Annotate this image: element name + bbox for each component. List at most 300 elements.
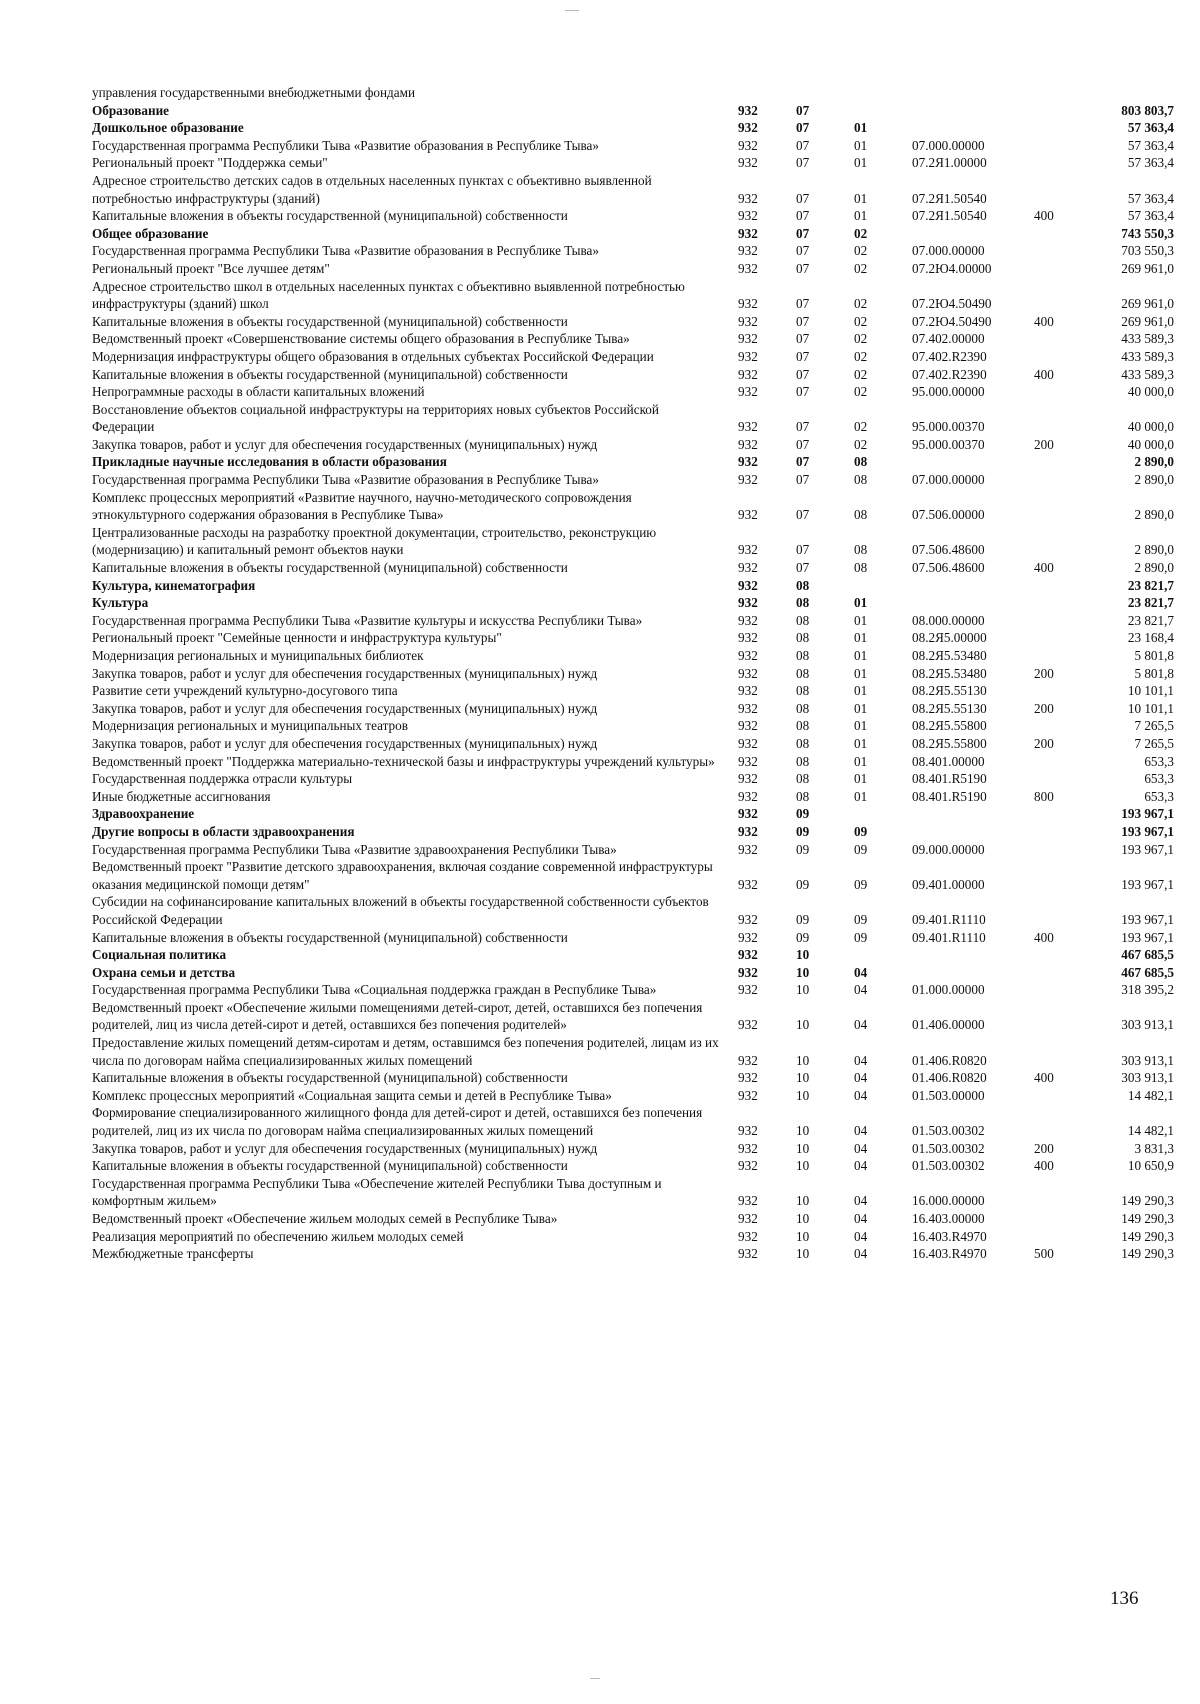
row-name: управления государственными внебюджетными фондами [92,85,416,100]
row-target-code: 08.2Я5.53480 [912,665,987,681]
table-row [92,999,1174,1034]
table-row [92,788,1174,806]
row-amount: 23 821,7 [1127,577,1174,593]
row-target-code: 07.506.00000 [912,507,985,523]
row-subsection-code: 02 [854,384,868,400]
row-name: Модернизация инфраструктуры общего образования в отдельных субъектах Российской Федерации [92,348,654,364]
table-row [92,471,1174,489]
row-target-code [912,119,1034,137]
row-section-code: 08 [796,683,810,699]
row-section-code: 10 [796,1052,810,1068]
row-name: Ведомственный проект «Обеспечение жильем молодых семей в Республике Тыва» [92,1211,558,1226]
row-subsection-code: 04 [854,964,868,980]
table-row [92,629,1174,647]
row-amount: 14 482,1 [1127,1123,1174,1139]
row-section-code: 07 [796,190,810,206]
row-subsection-code: 04 [854,1158,868,1174]
row-expense-type [1034,102,1088,120]
row-subsection-code: 01 [854,771,868,787]
row-subsection-code: 08 [854,454,868,470]
table-row [92,154,1174,172]
row-subsection-code: 08 [854,542,868,558]
row-subsection-code: 09 [854,876,868,892]
row-name: Региональный проект "Поддержка семьи" [92,155,328,171]
row-target-code: 09.401.R1110 [912,929,986,945]
row-section-code: 07 [796,208,810,224]
row-target-code [912,964,1034,982]
table-row [92,1245,1174,1263]
row-name: Государственная программа Республики Тыва «Социальная поддержка граждан в Республике Тыва» [92,982,657,998]
row-expense-type [1034,647,1088,665]
row-subsection-code: 04 [854,1017,868,1033]
row-target-code: 01.503.00302 [912,1123,985,1139]
row-gr-code: 932 [738,1228,758,1244]
row-subsection-code: 01 [854,718,868,734]
row-subsection-code [854,805,912,823]
row-target-code: 09.401.00000 [912,876,985,892]
row-subsection-code: 04 [854,1070,868,1086]
row-section-code: 08 [796,612,810,628]
row-section-code: 07 [796,102,810,118]
row-name: Субсидии на софинансирование капитальных вложений в объекты государственной собственности субъектов Российской Федерации [92,894,709,927]
table-row [92,242,1174,260]
row-name: Непрограммные расходы в области капитальных вложений [92,384,425,400]
row-section-code: 09 [796,841,810,857]
row-name: Капитальные вложения в объекты государственной (муниципальной) собственности [92,366,568,382]
scan-mark-bottom [590,1678,600,1679]
row-amount: 5 801,8 [1134,665,1174,681]
row-target-code [912,225,1034,243]
row-name: Другие вопросы в области здравоохранения [92,823,355,839]
row-expense-type [1034,893,1088,928]
row-subsection-code: 02 [854,243,868,259]
row-target-code: 01.000.00000 [912,982,985,998]
row-gr-code: 932 [738,1158,758,1174]
budget-table-body [92,84,1174,1263]
table-row [92,225,1174,243]
row-gr-code: 932 [738,313,758,329]
row-expense-type [1034,805,1088,823]
row-subsection-code: 08 [854,560,868,576]
row-target-code [912,84,1034,102]
row-section-code: 09 [796,876,810,892]
row-name: Социальная политика [92,947,227,963]
row-amount: 193 967,1 [1121,823,1174,839]
row-target-code: 08.2Я5.00000 [912,630,987,646]
row-name: Закупка товаров, работ и услуг для обеспечения государственных (муниципальных) нужд [92,436,598,452]
row-amount: 193 967,1 [1121,841,1174,857]
row-subsection-code: 02 [854,419,868,435]
row-amount: 149 290,3 [1121,1211,1174,1226]
row-subsection-code: 02 [854,366,868,382]
row-gr-code: 932 [738,700,758,716]
row-section-code: 08 [796,753,810,769]
row-target-code: 07.000.00000 [912,243,985,259]
row-name: Закупка товаров, работ и услуг для обеспечения государственных (муниципальных) нужд [92,1140,598,1156]
row-expense-type [1034,1175,1088,1210]
row-name: Государственная программа Республики Тыва «Развитие здравоохранения Республики Тыва» [92,841,617,857]
row-name: Предоставление жилых помещений детям-сиротам и детям, оставшимся без попечения родителей, лицам из их числа по договорам найма специализированных жилых помещений [92,1035,719,1068]
row-section-code: 07 [796,243,810,259]
table-row [92,330,1174,348]
row-target-code: 95.000.00370 [912,419,985,435]
row-gr-code: 932 [738,806,758,822]
row-subsection-code: 01 [854,155,868,171]
row-name: Ведомственный проект "Развитие детского здравоохранения, включая создание современной инфраструктуры оказания медицинской помощи детям" [92,859,713,892]
row-subsection-code: 01 [854,735,868,751]
row-target-code: 16.403.R4970 [912,1228,987,1244]
row-gr-code: 932 [738,384,758,400]
scan-mark-top [565,10,579,11]
row-target-code: 08.401.R5190 [912,788,987,804]
row-amount: 303 913,1 [1121,1052,1174,1068]
row-section-code: 10 [796,1246,810,1262]
row-amount: 743 550,3 [1121,225,1174,241]
row-name: Ведомственный проект "Поддержка материально-технической базы и инфраструктуры учреждений культуры» [92,753,715,769]
row-subsection-code [854,946,912,964]
table-row [92,1175,1174,1210]
row-expense-type [1034,489,1088,524]
row-gr-code: 932 [738,560,758,576]
row-section-code: 10 [796,1228,810,1244]
row-subsection-code: 01 [854,612,868,628]
row-amount: 303 913,1 [1121,1070,1174,1086]
table-row [92,753,1174,771]
row-target-code: 08.2Я5.55800 [912,718,987,734]
row-gr-code: 932 [738,331,758,347]
table-row [92,717,1174,735]
row-section-code: 07 [796,560,810,576]
row-target-code [912,823,1034,841]
row-amount: 3 831,3 [1134,1140,1174,1156]
row-section-code: 08 [796,577,810,593]
row-target-code: 08.000.00000 [912,612,985,628]
row-target-code: 09.000.00000 [912,841,985,857]
row-subsection-code [854,84,912,102]
row-subsection-code: 01 [854,630,868,646]
row-expense-type [1034,717,1088,735]
row-target-code: 07.2Я1.00000 [912,155,987,171]
row-gr-code: 932 [738,982,758,998]
row-expense-type [1034,594,1088,612]
row-subsection-code: 04 [854,1228,868,1244]
row-gr-code: 932 [738,102,758,118]
row-name: Региональный проект "Все лучшее детям" [92,260,330,276]
row-gr-code: 932 [738,542,758,558]
row-expense-type [1034,225,1088,243]
row-amount: 23 821,7 [1127,612,1174,628]
row-section-code: 08 [796,788,810,804]
row-amount: 40 000,0 [1127,436,1174,452]
row-gr-code: 932 [738,823,758,839]
row-target-code: 07.2Я1.50540 [912,208,987,224]
row-expense-type [1034,401,1088,436]
row-name: Комплекс процессных мероприятий «Социальная защита семьи и детей в Республике Тыва» [92,1087,612,1103]
row-name: Ведомственный проект «Совершенствование системы общего образования в Республике Тыва» [92,331,630,347]
table-row [92,700,1174,718]
row-section-code: 07 [796,313,810,329]
row-target-code: 01.406.R0820 [912,1052,987,1068]
row-gr-code: 932 [738,911,758,927]
row-expense-type [1034,260,1088,278]
row-amount: 14 482,1 [1127,1087,1174,1103]
row-name: Адресное строительство детских садов в отдельных населенных пунктах с объективно выявленной потребностью инфраструктуры (зданий) [92,172,652,206]
row-gr-code: 932 [738,120,758,136]
row-target-code [912,102,1034,120]
row-expense-type: 200 [1034,665,1054,681]
table-row [92,612,1174,630]
row-subsection-code: 04 [854,1087,868,1103]
row-gr-code: 932 [738,735,758,751]
row-gr-code: 932 [738,155,758,171]
row-amount: 467 685,5 [1121,947,1174,963]
row-name: Культура, кинематография [92,577,256,593]
row-target-code: 07.402.00000 [912,331,985,347]
table-row [92,1104,1174,1139]
row-expense-type: 200 [1034,1140,1054,1156]
row-subsection-code: 02 [854,331,868,347]
row-section-code: 07 [796,436,810,452]
row-gr-code: 932 [738,260,758,276]
row-gr-code: 932 [738,1246,758,1262]
row-subsection-code: 08 [854,507,868,523]
row-gr-code: 932 [738,1140,758,1156]
row-expense-type [1034,330,1088,348]
row-expense-type [1034,823,1088,841]
row-gr-code: 932 [738,648,758,663]
row-amount: 2 890,0 [1134,472,1174,488]
table-row [92,313,1174,331]
row-amount: 433 589,3 [1121,348,1174,364]
row-subsection-code: 01 [854,137,868,153]
row-expense-type [1034,154,1088,172]
row-gr-code: 932 [738,1193,758,1209]
row-name: Капитальные вложения в объекты государственной (муниципальной) собственности [92,1158,568,1174]
row-subsection-code: 01 [854,700,868,716]
row-target-code: 95.000.00000 [912,384,985,400]
row-target-code: 08.2Я5.55800 [912,735,987,751]
row-expense-type [1034,1087,1088,1105]
row-target-code [912,946,1034,964]
row-amount: 10 101,1 [1127,683,1174,699]
row-target-code: 01.503.00302 [912,1158,985,1174]
row-gr-code: 932 [738,577,758,593]
table-row [92,682,1174,700]
budget-table [92,84,1174,1263]
row-name: Государственная поддержка отрасли культуры [92,771,353,787]
table-row [92,964,1174,982]
table-row [92,1034,1174,1069]
row-amount [1088,84,1174,102]
row-name: Закупка товаров, работ и услуг для обеспечения государственных (муниципальных) нужд [92,700,598,716]
row-section-code: 10 [796,1193,810,1209]
table-row [92,102,1174,120]
row-target-code: 08.401.R5190 [912,771,987,787]
row-section-code: 10 [796,982,810,998]
row-name: Капитальные вложения в объекты государственной (муниципальной) собственности [92,1070,568,1086]
row-expense-type [1034,1210,1088,1228]
table-row [92,647,1174,665]
row-subsection-code: 02 [854,313,868,329]
row-expense-type: 400 [1034,929,1054,945]
row-gr-code: 932 [738,947,758,963]
row-target-code [912,577,1034,595]
row-target-code: 01.503.00000 [912,1087,985,1103]
row-subsection-code: 09 [854,929,868,945]
table-row [92,929,1174,947]
row-name: Прикладные научные исследования в области образования [92,454,447,470]
table-row [92,823,1174,841]
row-target-code [912,805,1034,823]
table-row [92,278,1174,313]
row-expense-type [1034,858,1088,893]
row-amount: 2 890,0 [1134,507,1174,523]
table-row [92,1210,1174,1228]
row-target-code: 07.000.00000 [912,472,985,488]
table-row [92,1069,1174,1087]
row-amount: 7 265,5 [1134,718,1174,734]
row-expense-type [1034,629,1088,647]
row-subsection-code: 02 [854,296,868,312]
table-row [92,137,1174,155]
row-subsection-code: 02 [854,260,868,276]
row-expense-type [1034,682,1088,700]
table-row [92,946,1174,964]
table-row [92,1140,1174,1158]
row-section-code: 08 [796,595,810,611]
row-section-code: 10 [796,1017,810,1033]
row-target-code: 16.403.R4970 [912,1246,987,1262]
row-expense-type [1034,348,1088,366]
row-amount: 10 650,9 [1127,1158,1174,1174]
table-row [92,1157,1174,1175]
row-target-code: 08.2Я5.55130 [912,700,987,716]
table-row [92,841,1174,859]
row-name: Общее образование [92,225,209,241]
row-amount: 57 363,4 [1127,208,1174,224]
row-name: Капитальные вложения в объекты государственной (муниципальной) собственности [92,208,568,224]
row-expense-type: 400 [1034,1158,1054,1174]
row-expense-type: 400 [1034,366,1054,382]
row-name: Образование [92,102,170,118]
row-name: Капитальные вложения в объекты государственной (муниципальной) собственности [92,560,568,576]
row-target-code [912,594,1034,612]
table-row [92,453,1174,471]
row-subsection-code: 01 [854,788,868,804]
row-section-code: 08 [796,771,810,787]
row-expense-type [1034,471,1088,489]
row-expense-type [1034,770,1088,788]
table-row [92,1087,1174,1105]
row-gr-code: 932 [738,419,758,435]
row-amount: 803 803,7 [1121,102,1174,118]
row-target-code: 09.401.R1110 [912,911,986,927]
row-subsection-code: 01 [854,208,868,224]
row-expense-type [1034,946,1088,964]
row-section-code: 07 [796,260,810,276]
row-name: Адресное строительство школ в отдельных населенных пунктах с объективно выявленной потребностью инфраструктуры (зданий) школ [92,278,685,312]
row-amount: 40 000,0 [1127,419,1174,435]
row-amount: 149 290,3 [1121,1193,1174,1209]
row-section-code: 07 [796,454,810,470]
row-expense-type: 400 [1034,208,1054,224]
row-gr-code: 932 [738,454,758,470]
row-section-code: 07 [796,348,810,364]
row-section-code: 08 [796,630,810,646]
row-subsection-code: 01 [854,683,868,699]
row-name: Региональный проект "Семейные ценности и инфраструктура культуры" [92,630,502,646]
row-amount: 2 890,0 [1134,542,1174,558]
row-expense-type [1034,84,1088,102]
row-expense-type [1034,119,1088,137]
row-gr-code: 932 [738,1070,758,1086]
row-section-code: 07 [796,507,810,523]
table-row [92,172,1174,207]
row-amount: 40 000,0 [1127,384,1174,400]
row-subsection-code: 02 [854,436,868,452]
row-gr-code: 932 [738,348,758,364]
row-name: Государственная программа Республики Тыва «Обеспечение жителей Республики Тыва доступным и комфортным жильем» [92,1175,662,1209]
row-amount: 653,3 [1144,753,1174,769]
row-subsection-code: 09 [854,841,868,857]
row-section-code: 07 [796,366,810,382]
row-expense-type [1034,577,1088,595]
row-gr-code: 932 [738,612,758,628]
row-target-code: 07.402.R2390 [912,348,987,364]
row-gr-code: 932 [738,1052,758,1068]
row-name: Капитальные вложения в объекты государственной (муниципальной) собственности [92,313,568,329]
table-row [92,383,1174,401]
row-gr-code [738,84,796,102]
row-expense-type [1034,383,1088,401]
row-target-code: 08.2Я5.55130 [912,683,987,699]
row-section-code: 07 [796,296,810,312]
row-section-code: 07 [796,137,810,153]
row-subsection-code: 02 [854,348,868,364]
row-amount: 433 589,3 [1121,366,1174,382]
row-expense-type [1034,981,1088,999]
row-subsection-code: 04 [854,1052,868,1068]
row-name: Развитие сети учреждений культурно-досугового типа [92,683,398,699]
row-amount: 57 363,4 [1127,190,1174,206]
row-gr-code: 932 [738,788,758,804]
row-expense-type [1034,841,1088,859]
row-amount: 57 363,4 [1127,137,1174,153]
row-amount: 57 363,4 [1127,120,1174,136]
row-name: Государственная программа Республики Тыва «Развитие образования в Республике Тыва» [92,243,600,259]
table-row [92,770,1174,788]
row-section-code: 08 [796,700,810,716]
row-expense-type: 500 [1034,1246,1054,1262]
row-gr-code: 932 [738,718,758,734]
row-section-code: 08 [796,735,810,751]
table-row [92,577,1174,595]
row-amount: 269 961,0 [1121,296,1174,312]
table-row [92,805,1174,823]
row-target-code: 95.000.00370 [912,436,985,452]
row-amount: 269 961,0 [1121,313,1174,329]
row-amount: 2 890,0 [1134,560,1174,576]
row-gr-code: 932 [738,436,758,452]
row-amount: 5 801,8 [1134,648,1174,663]
row-gr-code: 932 [738,964,758,980]
row-subsection-code: 04 [854,1140,868,1156]
row-gr-code: 932 [738,507,758,523]
row-subsection-code: 02 [854,225,868,241]
table-row [92,735,1174,753]
row-gr-code: 932 [738,190,758,206]
row-amount: 23 821,7 [1127,595,1174,611]
